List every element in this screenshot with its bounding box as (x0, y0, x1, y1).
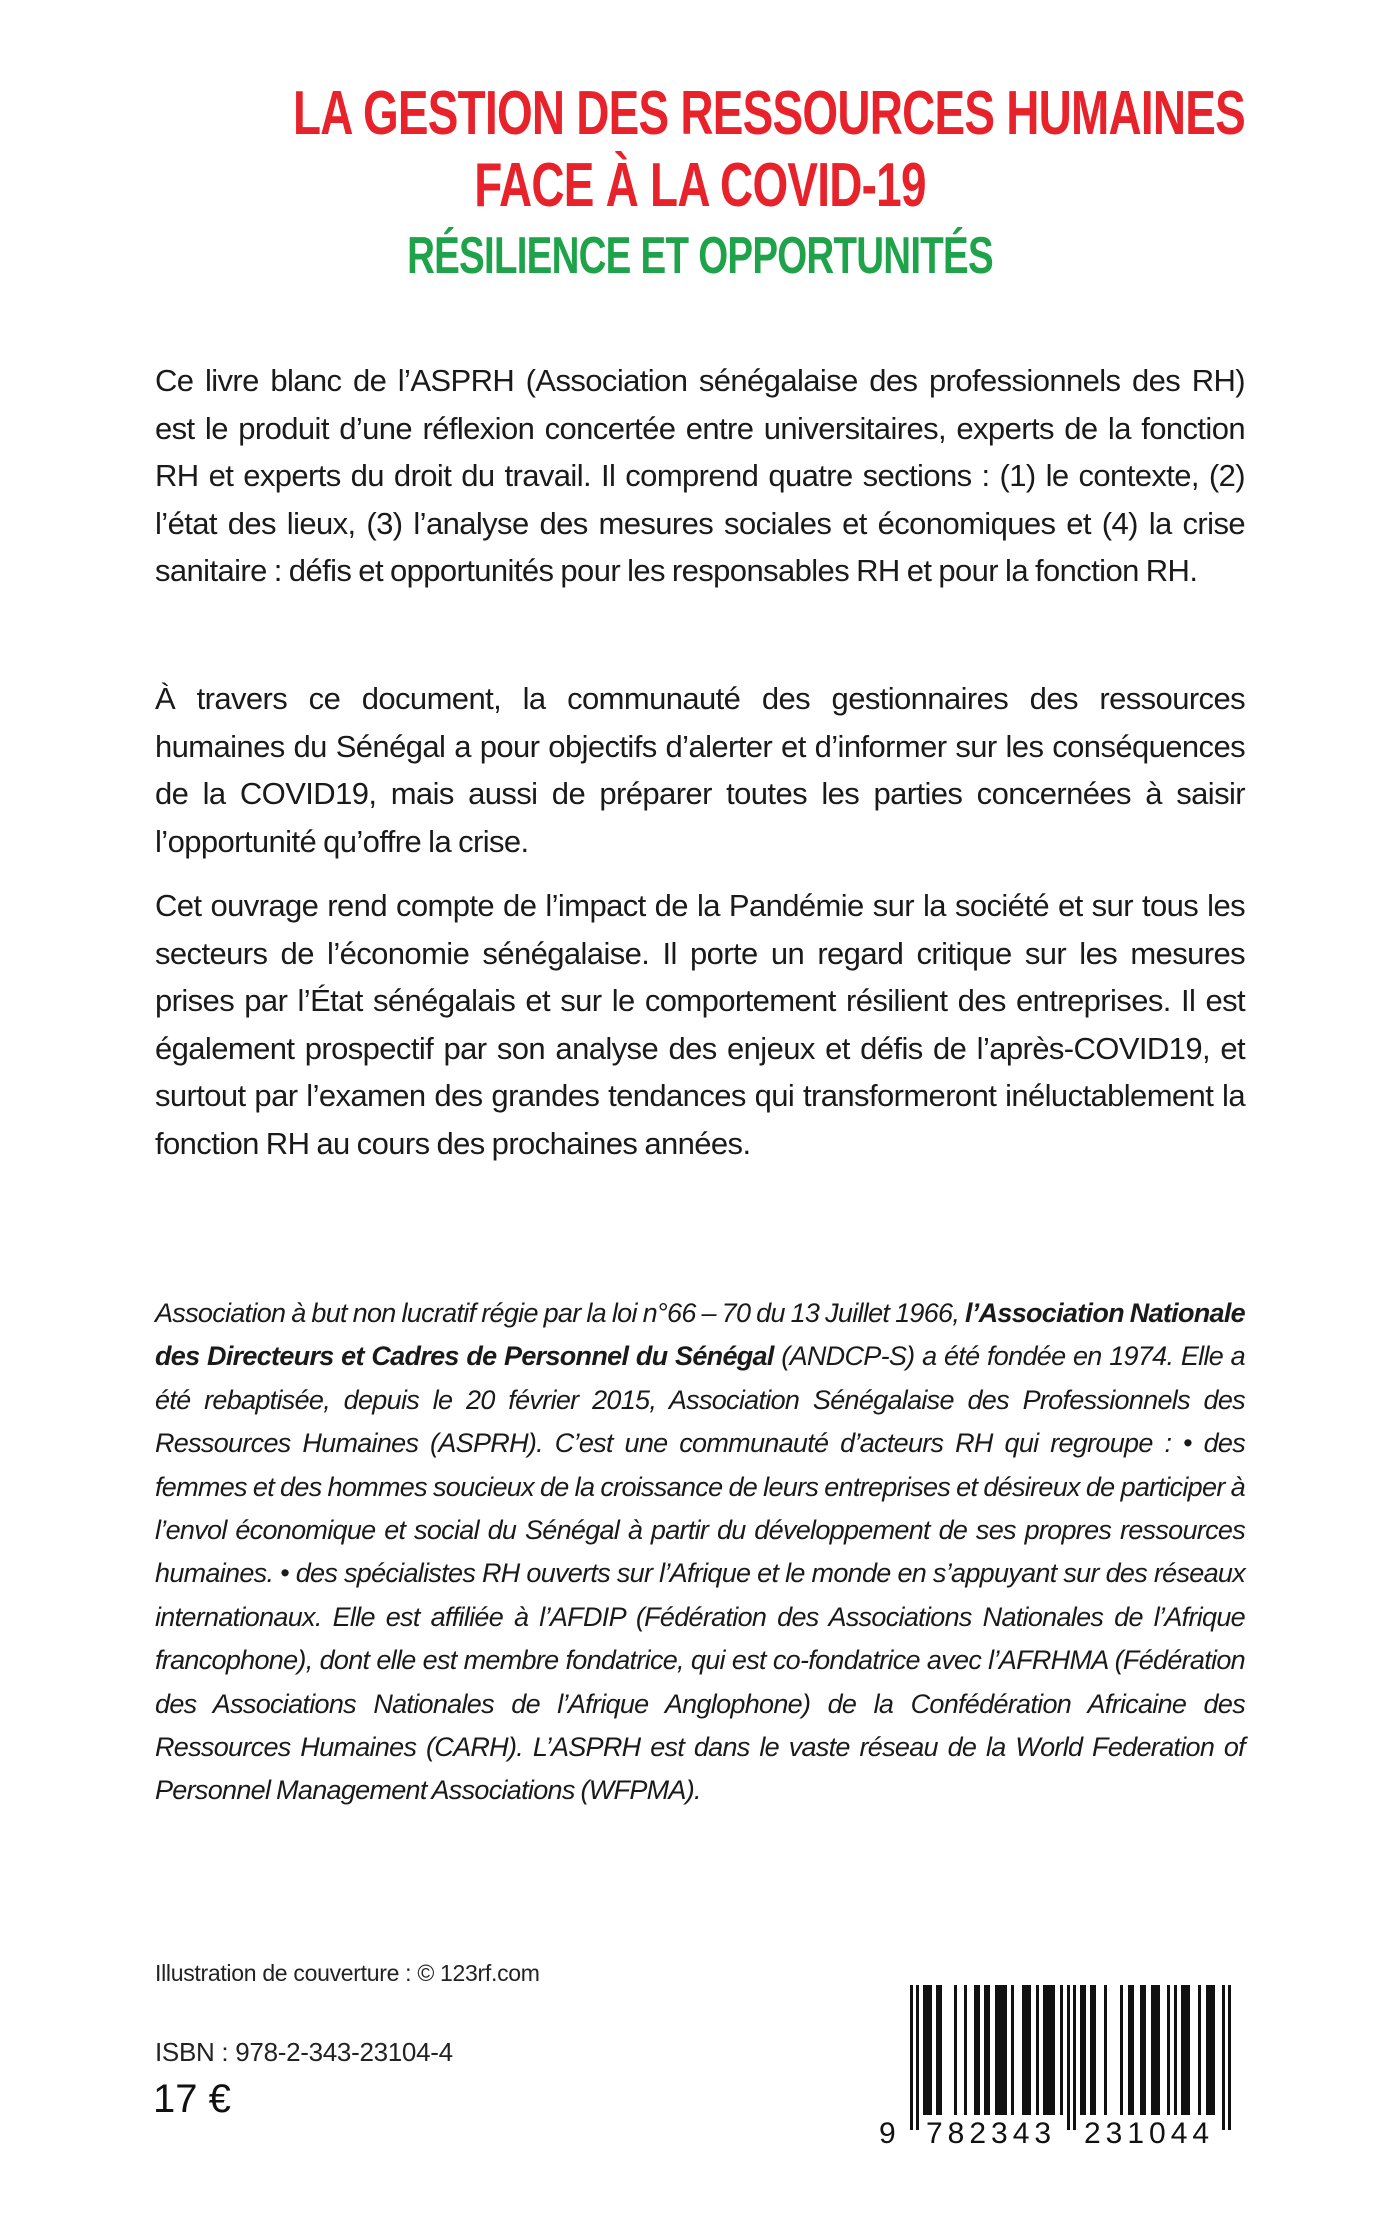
title-line-1: LA GESTION DES RESSOURCES HUMAINES (293, 79, 1246, 148)
summary-paragraph-1: Ce livre blanc de l’ASPRH (Association sénégalaise des professionnels des RH) est le produit d’une réflexion concertée entre universitaires, experts de la fonction RH et experts du droit du travail. Il comprend quatre sections : (1) le contexte, (2) l’état des lieux, (3) l’analyse des mesures sociales et économiques et (4) la crise sanitaire : défis et opportunités pour les responsables RH et pour la fonction RH. (155, 363, 1245, 588)
subtitle: RÉSILIENCE ET OPPORTUNITÉS (407, 227, 993, 285)
association-name: l’Association Nationale des Directeurs et Cadres de Personnel du Sénégal (155, 1298, 1245, 1372)
summary-paragraph-3: Cet ouvrage rend compte de l’impact de la Pandémie sur la société et sur tous les secteurs de l’économie sénégalaise. Il porte un regard critique sur les mesures prises par l’État sénégalais et sur le comportement résilient des entreprises. Il est également prospectif par son analyse des enjeux et défis de l’après-COVID19, et surtout par l’examen des grandes tendances qui transformeront inéluctablement la fonction RH au cours des prochaines années. (155, 888, 1245, 1161)
cover-title-block (150, 78, 1250, 288)
barcode-right-group: 231044 (1084, 2117, 1215, 2150)
barcode-lead-digit: 9 (879, 2117, 901, 2150)
isbn: ISBN : 978-2-343-23104-4 (155, 2037, 453, 2067)
title-line-2: FACE À LA COVID-19 (474, 151, 926, 220)
association-description (155, 1292, 1245, 1813)
association-details: (ANDCP-S) a été fondée en 1974. Elle a été rebaptisée, depuis le 20 février 2015, Association Sénégalaise des Professionnels des Ressources Humaines (ASPRH). C’est une communauté d’acteurs RH qui regroupe : • des femmes et des hommes soucieux de la croissance de leurs entreprises et désireux de participer à l’envol économique et social du Sénégal à partir du développement de ses propres ressources humaines. • des spécialistes RH ouverts sur l’Afrique et le monde en s’appuyant sur des réseaux internationaux. Elle est affiliée à l’AFDIP (Fédération des Associations Nationales de l’Afrique francophone), dont elle est membre fondatrice, qui est co-fondatrice avec l’AFRHMA (Fédération des Associations Nationales de l’Afrique Anglophone) de la Confédération Africaine des Ressources Humaines (CARH). L’ASPRH est dans le vaste réseau de la World Federation of Personnel Management Associations (WFPMA). (155, 1341, 1245, 1806)
barcode (880, 1985, 1240, 2160)
barcode-digits (880, 2117, 1240, 2157)
association-intro: Association à but non lucratif régie par la loi n°66 – 70 du 13 Juillet 1966, (155, 1298, 965, 1328)
summary-paragraph-2: À travers ce document, la communauté des gestionnaires des ressources humaines du Sénégal a pour objectifs d’alerter et d’informer sur les conséquences de la COVID19, mais aussi de préparer toutes les parties concernées à saisir l’opportunité qu’offre la crise. (155, 681, 1245, 859)
illustration-credit: Illustration de couverture : © 123rf.com (155, 1960, 540, 1986)
price: 17 € (153, 2077, 231, 2121)
barcode-left-group: 782343 (926, 2117, 1057, 2150)
